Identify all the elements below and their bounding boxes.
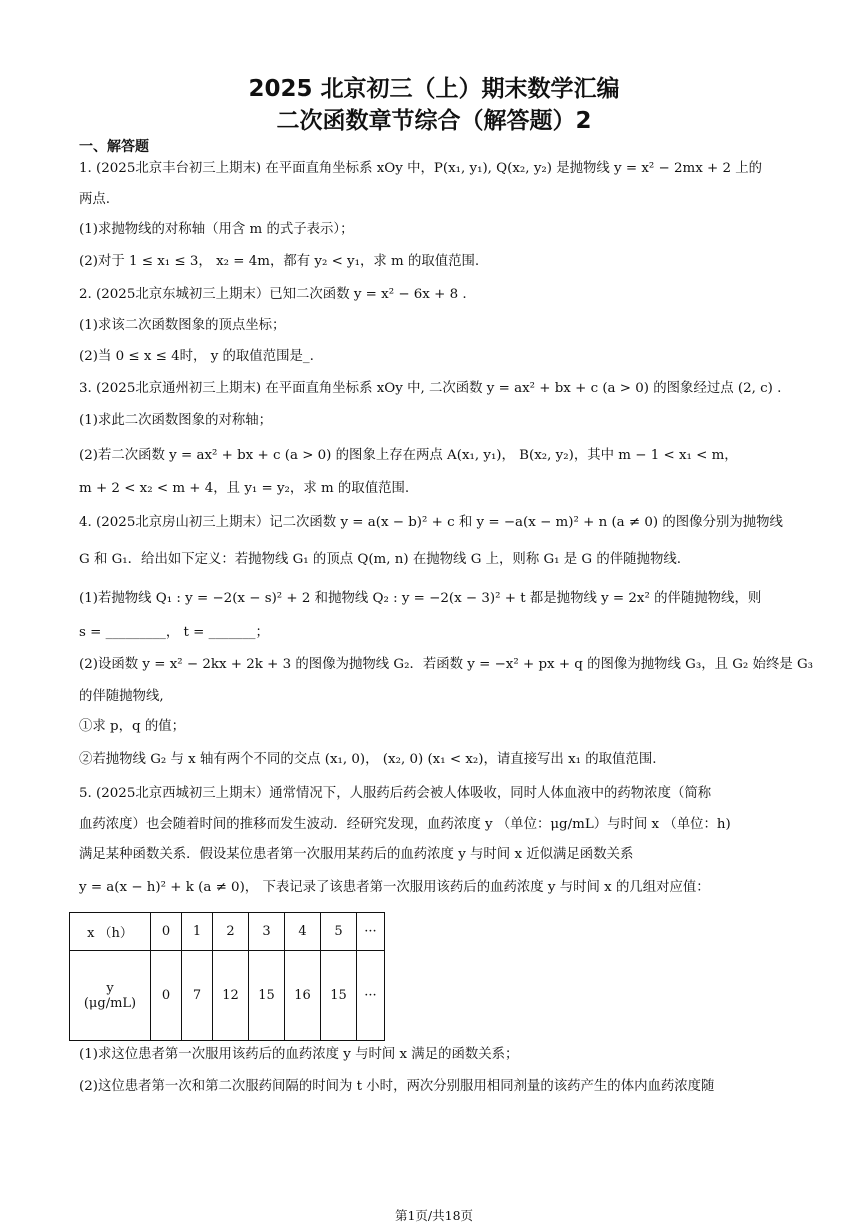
section-heading: 一、解答题	[79, 139, 149, 155]
problem-line: 满足某种函数关系．假设某位患者第一次服用某药后的血药浓度 y 与时间 x 近似满足函数关系	[79, 847, 634, 862]
problem-line: G 和 G₁．给出如下定义：若抛物线 G₁ 的顶点 Q(m, n) 在抛物线 G 上，则称 G₁ 是 G 的伴随抛物线.	[79, 552, 681, 567]
table-cell: ···	[357, 913, 385, 951]
table-cell: 16	[285, 951, 321, 1041]
problem-line: 的伴随抛物线,	[79, 689, 164, 704]
table-cell: 1	[182, 913, 213, 951]
table-cell: 4	[285, 913, 321, 951]
table-cell: 7	[182, 951, 213, 1041]
problem-line: (2)当 0 ≤ x ≤ 4时， y 的取值范围是_.	[79, 349, 314, 364]
page-title-line-1: 2025 北京初三（上）期末数学汇编	[248, 76, 620, 102]
problem-line: (2)对于 1 ≤ x₁ ≤ 3， x₂ = 4m，都有 y₂ < y₁，求 m 的取值范围.	[79, 254, 480, 269]
problem-line: s = _________， t = _______；	[79, 625, 269, 640]
table-cell: 3	[249, 913, 285, 951]
table-cell: ···	[357, 951, 385, 1041]
problem-line: (2)若二次函数 y = ax² + bx + c (a > 0) 的图象上存在两点 A(x₁, y₁)， B(x₂, y₂)，其中 m − 1 < x₁ < m，	[79, 448, 738, 463]
problem-line: 4. (2025北京房山初三上期末）记二次函数 y = a(x − b)² + c 和 y = −a(x − m)² + n (a ≠ 0) 的图像分别为抛物线	[79, 515, 783, 530]
table-cell: 2	[213, 913, 249, 951]
problem-line: y = a(x − h)² + k (a ≠ 0)， 下表记录了该患者第一次服用该药后的血药浓度 y 与时间 x 的几组对应值：	[79, 880, 710, 895]
problem-line: 1. (2025北京丰台初三上期末) 在平面直角坐标系 xOy 中，P(x₁, y₁), Q(x₂, y₂) 是抛物线 y = x² − 2mx + 2 上的	[79, 161, 763, 176]
problem-line: (1)求该二次函数图象的顶点坐标；	[79, 318, 286, 333]
table-cell: 0	[151, 913, 182, 951]
problem-line: (1)求这位患者第一次服用该药后的血药浓度 y 与时间 x 满足的函数关系；	[79, 1047, 519, 1062]
table-header-y: y (μg/mL)	[70, 951, 151, 1041]
problem-line: ②若抛物线 G₂ 与 x 轴有两个不同的交点 (x₁, 0)， (x₂, 0) (x₁ < x₂)，请直接写出 x₁ 的取值范围.	[79, 752, 657, 767]
table-cell: 15	[249, 951, 285, 1041]
table-cell: 15	[321, 951, 357, 1041]
page-title-line-2: 二次函数章节综合（解答题）2	[276, 108, 592, 134]
problem-line: (2)这位患者第一次和第二次服药间隔的时间为 t 小时，两次分别服用相同剂量的该药产生的体内血药浓度随	[79, 1079, 715, 1094]
problem-line: 5. (2025北京西城初三上期末）通常情况下，人服药后药会被人体吸收，同时人体血液中的药物浓度（简称	[79, 786, 712, 801]
problem-line: 3. (2025北京通州初三上期末) 在平面直角坐标系 xOy 中, 二次函数 y = ax² + bx + c (a > 0) 的图象经过点 (2, c) .	[79, 381, 782, 396]
problem-line: 两点.	[79, 192, 111, 207]
problem-line: (2)设函数 y = x² − 2kx + 2k + 3 的图像为抛物线 G₂．若函数 y = −x² + px + q 的图像为抛物线 G₃，且 G₂ 始终是 G₃	[79, 657, 814, 672]
table-cell: 12	[213, 951, 249, 1041]
table-cell: 5	[321, 913, 357, 951]
problem-line: m + 2 < x₂ < m + 4，且 y₁ = y₂，求 m 的取值范围.	[79, 481, 410, 496]
page-footer: 第1页/共18页	[394, 1208, 474, 1223]
problem-line: (1)求此二次函数图象的对称轴；	[79, 413, 273, 428]
problem-line: (1)若抛物线 Q₁ : y = −2(x − s)² + 2 和抛物线 Q₂ : y = −2(x − 3)² + t 都是抛物线 y = 2x² 的伴随抛物线，则	[79, 591, 762, 606]
problem-line: ①求 p，q 的值；	[79, 719, 185, 734]
problem-line: 血药浓度）也会随着时间的推移而发生波动．经研究发现，血药浓度 y （单位：μg/mL）与时间 x （单位：h)	[79, 817, 731, 832]
problem-line: (1)求抛物线的对称轴（用含 m 的式子表示）；	[79, 222, 354, 237]
table-header-x: x （h）	[70, 913, 151, 951]
table-cell: 0	[151, 951, 182, 1041]
problem-line: 2. (2025北京东城初三上期末）已知二次函数 y = x² − 6x + 8 .	[79, 287, 467, 302]
dose-table	[69, 912, 385, 1041]
